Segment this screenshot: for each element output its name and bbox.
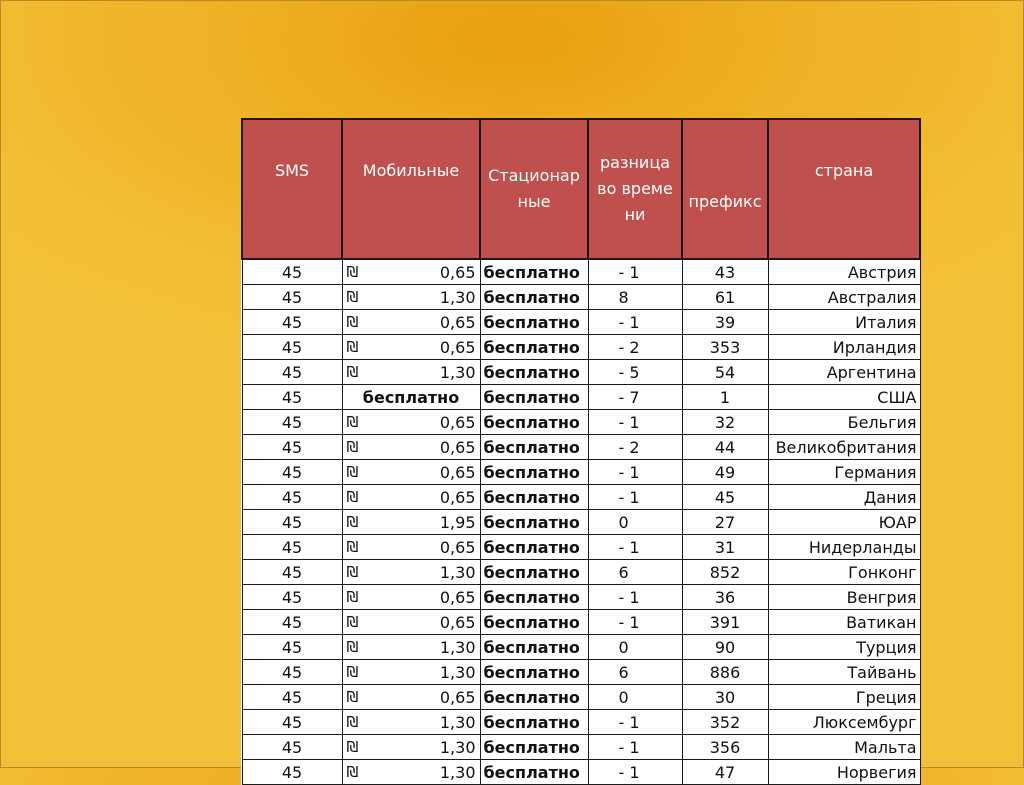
cell-sms: 45 — [242, 660, 342, 685]
cell-prefix: 90 — [682, 635, 768, 660]
cell-prefix: 43 — [682, 259, 768, 285]
header-country: страна — [768, 119, 920, 259]
rates-table — [241, 118, 921, 785]
cell-mobile — [342, 735, 480, 760]
cell-landline: бесплатно — [480, 535, 588, 560]
mobile-price-value: 1,30 — [439, 662, 476, 682]
mobile-price-value: 1,30 — [439, 562, 476, 582]
mobile-price-value: 0,65 — [439, 312, 476, 332]
shekel-icon: ₪ — [346, 313, 359, 331]
shekel-icon: ₪ — [346, 663, 359, 681]
cell-sms: 45 — [242, 635, 342, 660]
cell-sms: 45 — [242, 760, 342, 785]
cell-sms: 45 — [242, 335, 342, 360]
cell-mobile — [342, 259, 480, 285]
cell-sms: 45 — [242, 460, 342, 485]
shekel-icon: ₪ — [346, 613, 359, 631]
table-row — [242, 760, 920, 785]
cell-country: Нидерланды — [768, 535, 920, 560]
cell-time-difference: - 1 — [588, 710, 682, 735]
cell-sms: 45 — [242, 435, 342, 460]
cell-time-difference: - 1 — [588, 585, 682, 610]
table-row — [242, 285, 920, 310]
cell-mobile — [342, 510, 480, 535]
cell-sms: 45 — [242, 610, 342, 635]
cell-landline: бесплатно — [480, 310, 588, 335]
cell-sms: 45 — [242, 360, 342, 385]
mobile-price-value: 1,30 — [439, 287, 476, 307]
cell-sms: 45 — [242, 510, 342, 535]
cell-mobile — [342, 685, 480, 710]
cell-country: Великобритания — [768, 435, 920, 460]
cell-mobile — [342, 560, 480, 585]
shekel-icon: ₪ — [346, 288, 359, 306]
cell-landline: бесплатно — [480, 510, 588, 535]
cell-prefix: 852 — [682, 560, 768, 585]
cell-country: Австрия — [768, 259, 920, 285]
cell-sms: 45 — [242, 710, 342, 735]
cell-mobile — [342, 760, 480, 785]
cell-landline: бесплатно — [480, 735, 588, 760]
header-landline: Стационар ные — [480, 119, 588, 259]
cell-country: Бельгия — [768, 410, 920, 435]
cell-prefix: 54 — [682, 360, 768, 385]
cell-time-difference: - 1 — [588, 735, 682, 760]
shekel-icon: ₪ — [346, 538, 359, 556]
cell-landline: бесплатно — [480, 385, 588, 410]
mobile-price-value: 0,65 — [439, 612, 476, 632]
cell-prefix: 886 — [682, 660, 768, 685]
cell-time-difference: - 2 — [588, 335, 682, 360]
cell-mobile — [342, 585, 480, 610]
cell-landline: бесплатно — [480, 610, 588, 635]
cell-mobile — [342, 360, 480, 385]
mobile-price-value: 0,65 — [439, 337, 476, 357]
cell-sms: 45 — [242, 310, 342, 335]
cell-prefix: 49 — [682, 460, 768, 485]
cell-landline: бесплатно — [480, 635, 588, 660]
cell-time-difference: - 1 — [588, 610, 682, 635]
shekel-icon: ₪ — [346, 463, 359, 481]
header-row — [242, 119, 920, 259]
cell-country: Норвегия — [768, 760, 920, 785]
cell-time-difference: 0 — [588, 635, 682, 660]
cell-country: Гонконг — [768, 560, 920, 585]
table-row — [242, 485, 920, 510]
table-row — [242, 360, 920, 385]
shekel-icon: ₪ — [346, 263, 359, 281]
table-row — [242, 259, 920, 285]
header-sms: SMS — [242, 119, 342, 259]
cell-landline: бесплатно — [480, 585, 588, 610]
shekel-icon: ₪ — [346, 638, 359, 656]
mobile-price-value: 1,30 — [439, 762, 476, 782]
table-row — [242, 585, 920, 610]
cell-country: Аргентина — [768, 360, 920, 385]
header-mobile: Мобильные — [342, 119, 480, 259]
cell-country: Германия — [768, 460, 920, 485]
shekel-icon: ₪ — [346, 338, 359, 356]
cell-landline: бесплатно — [480, 335, 588, 360]
cell-time-difference: 0 — [588, 685, 682, 710]
cell-sms: 45 — [242, 585, 342, 610]
cell-sms: 45 — [242, 410, 342, 435]
cell-time-difference: 6 — [588, 660, 682, 685]
cell-time-difference: 8 — [588, 285, 682, 310]
cell-mobile — [342, 335, 480, 360]
cell-landline: бесплатно — [480, 485, 588, 510]
cell-country: Дания — [768, 485, 920, 510]
cell-time-difference: - 2 — [588, 435, 682, 460]
cell-country: Венгрия — [768, 585, 920, 610]
table-row — [242, 685, 920, 710]
shekel-icon: ₪ — [346, 563, 359, 581]
table-row — [242, 610, 920, 635]
cell-mobile — [342, 660, 480, 685]
cell-sms: 45 — [242, 385, 342, 410]
cell-country: Ватикан — [768, 610, 920, 635]
shekel-icon: ₪ — [346, 738, 359, 756]
table-row — [242, 560, 920, 585]
mobile-price-value: 0,65 — [439, 437, 476, 457]
cell-mobile — [342, 485, 480, 510]
cell-prefix: 352 — [682, 710, 768, 735]
table-body — [242, 259, 920, 785]
cell-prefix: 45 — [682, 485, 768, 510]
table-row — [242, 435, 920, 460]
mobile-price-value: 0,65 — [439, 537, 476, 557]
cell-landline: бесплатно — [480, 760, 588, 785]
cell-country: Тайвань — [768, 660, 920, 685]
cell-landline: бесплатно — [480, 410, 588, 435]
table-row — [242, 735, 920, 760]
cell-time-difference: - 1 — [588, 460, 682, 485]
mobile-price-value: 0,65 — [439, 412, 476, 432]
cell-landline: бесплатно — [480, 710, 588, 735]
cell-prefix: 30 — [682, 685, 768, 710]
mobile-price-value: 1,30 — [439, 362, 476, 382]
mobile-price-value: 1,30 — [439, 637, 476, 657]
cell-prefix: 47 — [682, 760, 768, 785]
cell-sms: 45 — [242, 285, 342, 310]
cell-prefix: 356 — [682, 735, 768, 760]
cell-sms: 45 — [242, 560, 342, 585]
shekel-icon: ₪ — [346, 513, 359, 531]
cell-mobile — [342, 635, 480, 660]
cell-mobile — [342, 535, 480, 560]
mobile-price-value: 1,30 — [439, 737, 476, 757]
table-row — [242, 635, 920, 660]
shekel-icon: ₪ — [346, 488, 359, 506]
header-prefix: префикс — [682, 119, 768, 259]
cell-country: Греция — [768, 685, 920, 710]
mobile-free-value: бесплатно — [362, 387, 460, 407]
cell-country: Италия — [768, 310, 920, 335]
cell-mobile — [342, 710, 480, 735]
cell-landline: бесплатно — [480, 560, 588, 585]
cell-mobile — [342, 285, 480, 310]
cell-prefix: 31 — [682, 535, 768, 560]
cell-prefix: 353 — [682, 335, 768, 360]
cell-sms: 45 — [242, 259, 342, 285]
shekel-icon: ₪ — [346, 438, 359, 456]
cell-time-difference: 6 — [588, 560, 682, 585]
cell-time-difference: - 1 — [588, 760, 682, 785]
cell-country: Люксембург — [768, 710, 920, 735]
table-row — [242, 385, 920, 410]
cell-time-difference: - 1 — [588, 485, 682, 510]
cell-time-difference: - 1 — [588, 259, 682, 285]
table-row — [242, 410, 920, 435]
table-row — [242, 710, 920, 735]
cell-country: США — [768, 385, 920, 410]
table-row — [242, 460, 920, 485]
cell-landline: бесплатно — [480, 360, 588, 385]
cell-landline: бесплатно — [480, 660, 588, 685]
mobile-price-value: 0,65 — [439, 487, 476, 507]
cell-mobile — [342, 410, 480, 435]
cell-landline: бесплатно — [480, 460, 588, 485]
cell-mobile — [342, 460, 480, 485]
cell-landline: бесплатно — [480, 259, 588, 285]
mobile-price-value: 1,95 — [439, 512, 476, 532]
shekel-icon: ₪ — [346, 588, 359, 606]
cell-sms: 45 — [242, 735, 342, 760]
cell-prefix: 27 — [682, 510, 768, 535]
mobile-price-value: 1,30 — [439, 712, 476, 732]
rates-table-container — [241, 118, 919, 785]
table-row — [242, 510, 920, 535]
cell-landline: бесплатно — [480, 435, 588, 460]
cell-prefix: 39 — [682, 310, 768, 335]
cell-country: Австралия — [768, 285, 920, 310]
cell-country: Ирландия — [768, 335, 920, 360]
mobile-price-value: 0,65 — [439, 687, 476, 707]
cell-prefix: 61 — [682, 285, 768, 310]
cell-time-difference: - 1 — [588, 535, 682, 560]
cell-time-difference: - 5 — [588, 360, 682, 385]
table-row — [242, 310, 920, 335]
cell-country: Мальта — [768, 735, 920, 760]
cell-prefix: 36 — [682, 585, 768, 610]
cell-prefix: 44 — [682, 435, 768, 460]
cell-landline: бесплатно — [480, 285, 588, 310]
table-row — [242, 535, 920, 560]
cell-time-difference: - 1 — [588, 410, 682, 435]
mobile-price-value: 0,65 — [439, 262, 476, 282]
cell-sms: 45 — [242, 685, 342, 710]
cell-country: Турция — [768, 635, 920, 660]
cell-prefix: 391 — [682, 610, 768, 635]
cell-time-difference: - 1 — [588, 310, 682, 335]
cell-landline: бесплатно — [480, 685, 588, 710]
cell-mobile — [342, 610, 480, 635]
cell-time-difference: - 7 — [588, 385, 682, 410]
shekel-icon: ₪ — [346, 363, 359, 381]
cell-time-difference: 0 — [588, 510, 682, 535]
cell-sms: 45 — [242, 485, 342, 510]
cell-mobile — [342, 385, 480, 410]
mobile-price-value: 0,65 — [439, 462, 476, 482]
cell-sms: 45 — [242, 535, 342, 560]
shekel-icon: ₪ — [346, 713, 359, 731]
shekel-icon: ₪ — [346, 413, 359, 431]
cell-mobile — [342, 435, 480, 460]
mobile-price-value: 0,65 — [439, 587, 476, 607]
header-time-difference: разница во времени — [588, 119, 682, 259]
cell-prefix: 1 — [682, 385, 768, 410]
shekel-icon: ₪ — [346, 763, 359, 781]
shekel-icon: ₪ — [346, 688, 359, 706]
cell-country: ЮАР — [768, 510, 920, 535]
cell-mobile — [342, 310, 480, 335]
cell-prefix: 32 — [682, 410, 768, 435]
table-row — [242, 335, 920, 360]
table-row — [242, 660, 920, 685]
